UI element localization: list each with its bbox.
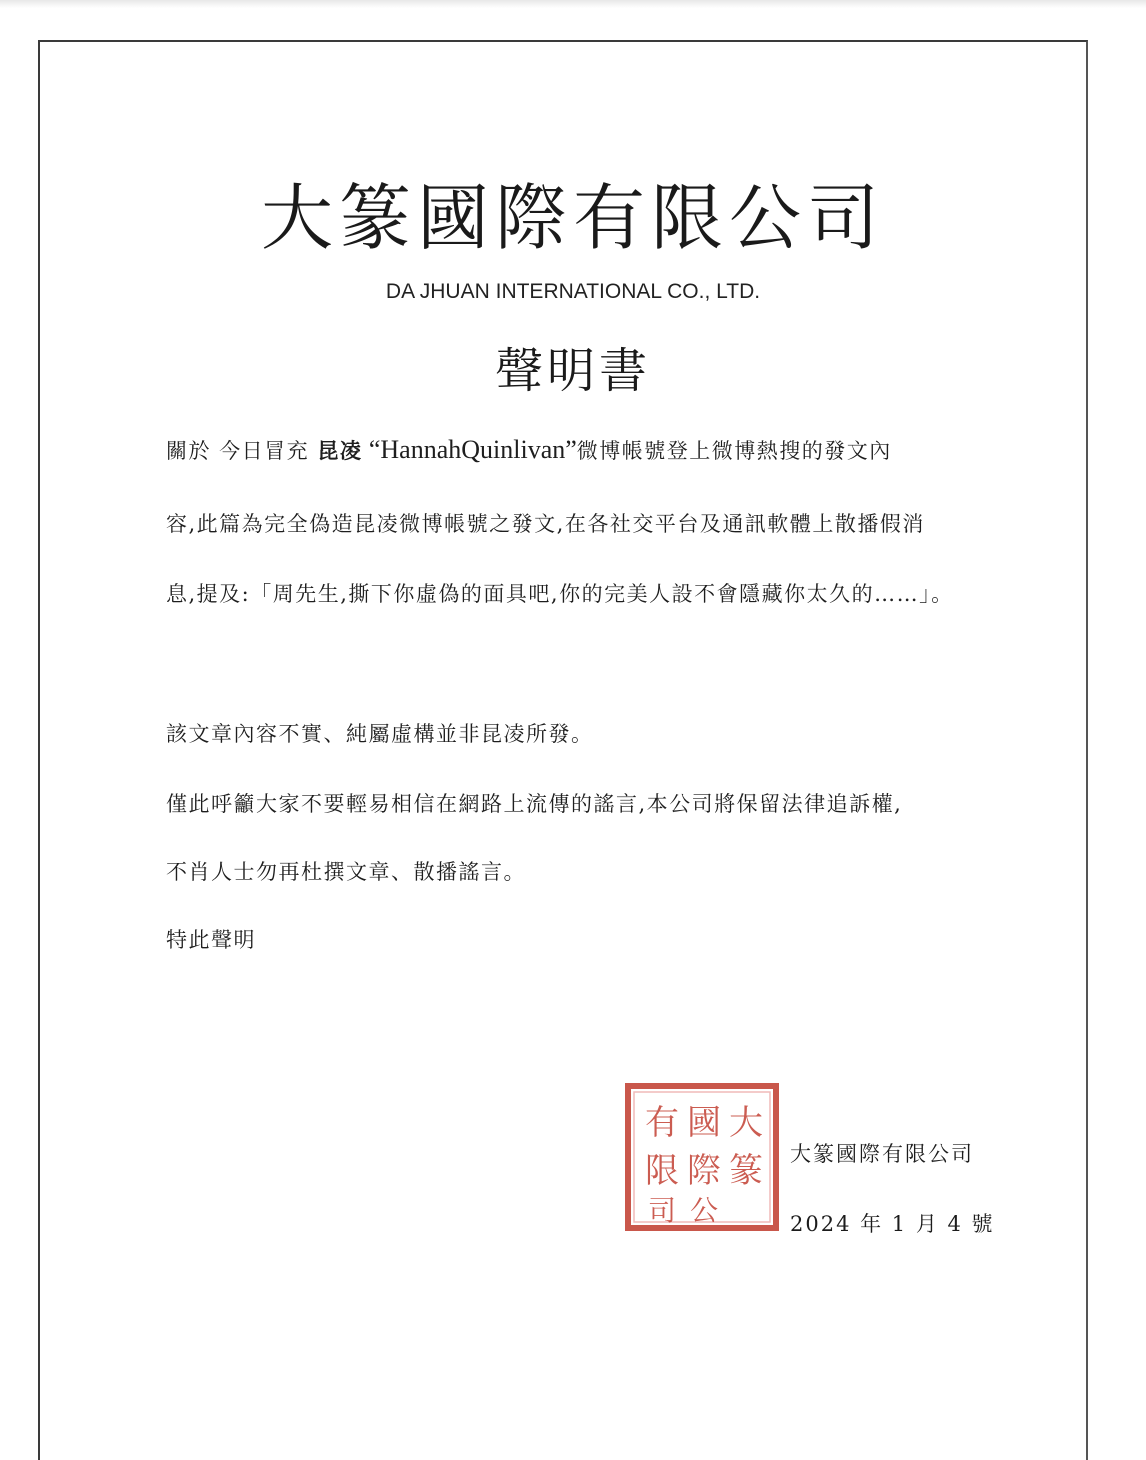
statement-line-1 — [166, 435, 892, 464]
declaration-line-1: 該文章內容不實、純屬虛構並非昆凌所發。 — [166, 722, 594, 746]
svg-text:國: 國 — [687, 1103, 721, 1143]
company-name-en: DA JHUAN INTERNATIONAL CO., LTD. — [385, 280, 761, 303]
company-name-zh: 大篆國際有限公司 — [260, 176, 885, 260]
svg-text:公: 公 — [689, 1194, 719, 1227]
svg-text:有: 有 — [645, 1103, 679, 1143]
svg-text:限: 限 — [645, 1151, 679, 1191]
svg-text:司: 司 — [647, 1194, 677, 1227]
svg-text:篆: 篆 — [729, 1151, 763, 1191]
svg-text:際: 際 — [687, 1151, 721, 1191]
statement-prefix: 關於 今日冒充 — [166, 439, 318, 463]
svg-text:大: 大 — [729, 1103, 763, 1143]
statement-suffix: 微博帳號登上微博熱搜的發文內 — [576, 439, 892, 463]
declaration-line-3: 不肖人士勿再杜撰文章、散播謠言。 — [166, 860, 526, 884]
document-title: 聲明書 — [494, 343, 651, 399]
declaration-line-2: 僅此呼籲大家不要輕易相信在網路上流傳的謠言,本公司將保留法律追訴權, — [166, 792, 903, 816]
weibo-handle: “HannahQuinlivan” — [362, 435, 577, 464]
signatory-company: 大篆國際有限公司 — [790, 1142, 974, 1166]
person-name: 昆凌 — [317, 438, 363, 463]
company-seal-stamp — [624, 1082, 780, 1232]
scan-top-edge — [0, 0, 1146, 8]
signature-date: 2024 年 1 月 4 號 — [790, 1212, 995, 1236]
statement-line-3: 息,提及:「周先生,撕下你虛偽的面具吧,你的完美人設不會隱藏你太久的……」。 — [166, 582, 954, 606]
statement-line-2: 容,此篇為完全偽造昆凌微博帳號之發文,在各社交平台及通訊軟體上散播假消 — [166, 512, 925, 536]
declaration-closing: 特此聲明 — [166, 928, 256, 952]
